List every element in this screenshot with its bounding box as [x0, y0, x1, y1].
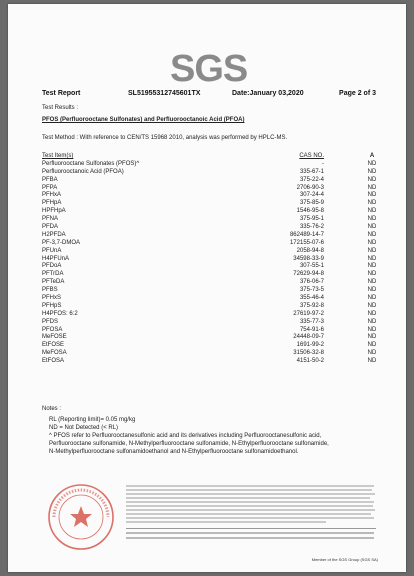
test-item-cell: MeFOSA	[42, 350, 67, 357]
result-cell: ND	[367, 184, 377, 191]
test-item-cell: PFTrDA	[42, 271, 64, 278]
table-row	[42, 169, 382, 177]
result-cell: ND	[367, 263, 377, 270]
test-item-cell: PFNA	[42, 216, 59, 223]
result-cell: ND	[367, 216, 377, 223]
table-row	[42, 224, 382, 232]
result-cell: ND	[367, 326, 377, 333]
test-item-cell: PFDS	[42, 318, 59, 325]
test-item-cell: PFHxA	[42, 192, 62, 199]
note-line: ^ PFOS refer to Perfluorooctanesulfonic acid and its derivatives including Perfluorooctanesulfonic acid,	[49, 433, 322, 439]
cas-no-cell: 355-46-4	[299, 295, 324, 302]
test-item-cell: PFHxS	[42, 295, 62, 302]
test-item-cell: H4PFUnA	[42, 255, 70, 262]
cas-no-cell: 862489-14-7	[289, 231, 324, 238]
cas-no-cell: 34598-33-9	[293, 255, 324, 262]
result-cell: ND	[367, 302, 377, 309]
table-row	[42, 216, 382, 224]
test-item-cell: PFUnA	[42, 247, 62, 254]
table-row	[42, 279, 382, 287]
test-item-cell: H2PFDA	[42, 231, 66, 238]
cas-no-cell: -	[322, 160, 324, 167]
test-results-label: Test Results :	[42, 105, 79, 111]
test-item-cell: PFDA	[42, 224, 59, 231]
cas-no-cell: 307-55-1	[299, 263, 324, 270]
test-item-cell: PFPA	[42, 184, 58, 191]
table-row	[42, 342, 382, 350]
report-number: SL51955312745601TX	[128, 90, 201, 97]
table-row	[42, 263, 382, 271]
result-cell: ND	[367, 192, 377, 199]
test-item-cell: PF-3,7-DMOA	[42, 239, 81, 246]
test-item-cell: EtFOSA	[42, 358, 65, 365]
cas-no-cell: 375-22-4	[299, 176, 324, 183]
result-cell: ND	[367, 350, 377, 357]
cas-no-cell: 375-92-8	[299, 302, 324, 309]
note-line: ND = Not Detected (< RL)	[49, 425, 119, 431]
result-cell: ND	[367, 247, 377, 254]
table-row	[42, 177, 382, 185]
table-row	[42, 287, 382, 295]
cas-no-cell: 335-67-1	[299, 168, 324, 175]
cas-no-cell: 31506-32-8	[293, 350, 324, 357]
table-row	[42, 161, 382, 169]
test-item-cell: EtFOSE	[42, 342, 65, 349]
member-line: Member of the SGS Group (SGS SA)	[311, 557, 378, 562]
result-cell: ND	[367, 318, 377, 325]
cas-no-cell: 375-85-9	[299, 200, 324, 207]
table-row	[42, 311, 382, 319]
header-cas-no: CAS NO.	[299, 153, 324, 159]
section-title: PFOS (Perfluorooctane Sulfonates) and Perfluorooctanoic Acid (PFOA)	[42, 117, 245, 123]
cas-no-cell: 4151-50-2	[296, 358, 324, 365]
table-row	[42, 295, 382, 303]
report-date: Date:January 03,2020	[232, 90, 304, 97]
cas-no-cell: 27619-97-2	[293, 310, 324, 317]
notes-label: Notes :	[42, 406, 62, 412]
result-cell: ND	[367, 334, 377, 341]
table-row	[42, 271, 382, 279]
cas-no-cell: 172155-07-6	[289, 239, 324, 246]
cas-no-cell: 1691-99-2	[296, 342, 324, 349]
result-cell: ND	[367, 271, 377, 278]
table-row	[42, 350, 382, 358]
test-item-cell: PFHpS	[42, 302, 62, 309]
results-table	[42, 153, 382, 366]
test-item-cell: PFHpA	[42, 200, 62, 207]
cas-no-cell: 2706-90-3	[296, 184, 324, 191]
table-row	[42, 248, 382, 256]
cas-no-cell: 375-95-1	[299, 216, 324, 223]
result-cell: ND	[367, 160, 377, 167]
result-cell: ND	[367, 255, 377, 262]
header-sample-a: A	[369, 153, 375, 159]
result-cell: ND	[367, 310, 377, 317]
test-item-cell: PFTeDA	[42, 279, 65, 286]
table-row	[42, 232, 382, 240]
result-cell: ND	[367, 295, 377, 302]
terms-fine-print	[126, 484, 376, 526]
cas-no-cell: 376-06-7	[299, 279, 324, 286]
result-cell: ND	[367, 342, 377, 349]
cas-no-cell: 375-73-5	[299, 287, 324, 294]
result-cell: ND	[367, 208, 377, 215]
test-report-label: Test Report	[42, 90, 81, 97]
result-cell: ND	[367, 279, 377, 286]
address-fine-print	[126, 528, 376, 540]
sgs-logo: SGS	[170, 48, 248, 90]
table-header-row	[42, 153, 382, 161]
test-method: Test Method : With reference to CEN/TS 15968 2010, analysis was performed by HPLC-MS.	[42, 135, 288, 141]
result-cell: ND	[367, 224, 377, 231]
header-test-item: Test Item(s)	[42, 153, 74, 159]
test-item-cell: MeFOSE	[42, 334, 67, 341]
table-row	[42, 358, 382, 366]
cas-no-cell: 335-76-2	[299, 224, 324, 231]
table-row	[42, 319, 382, 327]
table-row	[42, 185, 382, 193]
test-item-cell: PFBS	[42, 287, 58, 294]
test-item-cell: PFBA	[42, 176, 58, 183]
test-item-cell: PFDoA	[42, 263, 62, 270]
result-cell: ND	[367, 231, 377, 238]
result-cell: ND	[367, 358, 377, 365]
cas-no-cell: 72629-94-8	[293, 271, 324, 278]
table-row	[42, 200, 382, 208]
note-line: Perfluorooctane sulfonamide, N-Methylperfluorooctane sulfonamide, N-Ethylperfluorooctane sulfonamide,	[49, 441, 329, 447]
table-row	[42, 334, 382, 342]
table-row	[42, 192, 382, 200]
table-row	[42, 327, 382, 335]
table-row	[42, 208, 382, 216]
table-row	[42, 240, 382, 248]
company-seal-stamp	[46, 482, 116, 552]
cas-no-cell: 335-77-3	[299, 318, 324, 325]
result-cell: ND	[367, 168, 377, 175]
test-item-cell: H4PFOS: 6:2	[42, 310, 78, 317]
result-cell: ND	[367, 287, 377, 294]
notes-block	[42, 406, 329, 456]
note-line: RL (Reporting limit)= 0.05 mg/kg	[49, 417, 136, 423]
result-cell: ND	[367, 239, 377, 246]
test-item-cell: Perfluorooctanoic Acid (PFOA)	[42, 168, 124, 175]
table-row	[42, 303, 382, 311]
table-row	[42, 256, 382, 264]
test-item-cell: PFOSA	[42, 326, 63, 333]
cas-no-cell: 2058-94-8	[296, 247, 324, 254]
cas-no-cell: 754-91-6	[299, 326, 324, 333]
result-cell: ND	[367, 176, 377, 183]
cas-no-cell: 307-24-4	[299, 192, 324, 199]
note-line: N-Methylperfluorooctane sulfonamidoethanol and N-Ethylperfluorooctane sulfonamidoethanol.	[49, 449, 299, 455]
report-page	[8, 4, 406, 572]
test-item-cell: Perfluorooctane Sulfonates (PFOS)^	[42, 160, 140, 167]
cas-no-cell: 1546-95-8	[296, 208, 324, 215]
test-item-cell: HPFHpA	[42, 208, 66, 215]
page-number: Page 2 of 3	[339, 90, 376, 97]
cas-no-cell: 24448-09-7	[293, 334, 324, 341]
result-cell: ND	[367, 200, 377, 207]
